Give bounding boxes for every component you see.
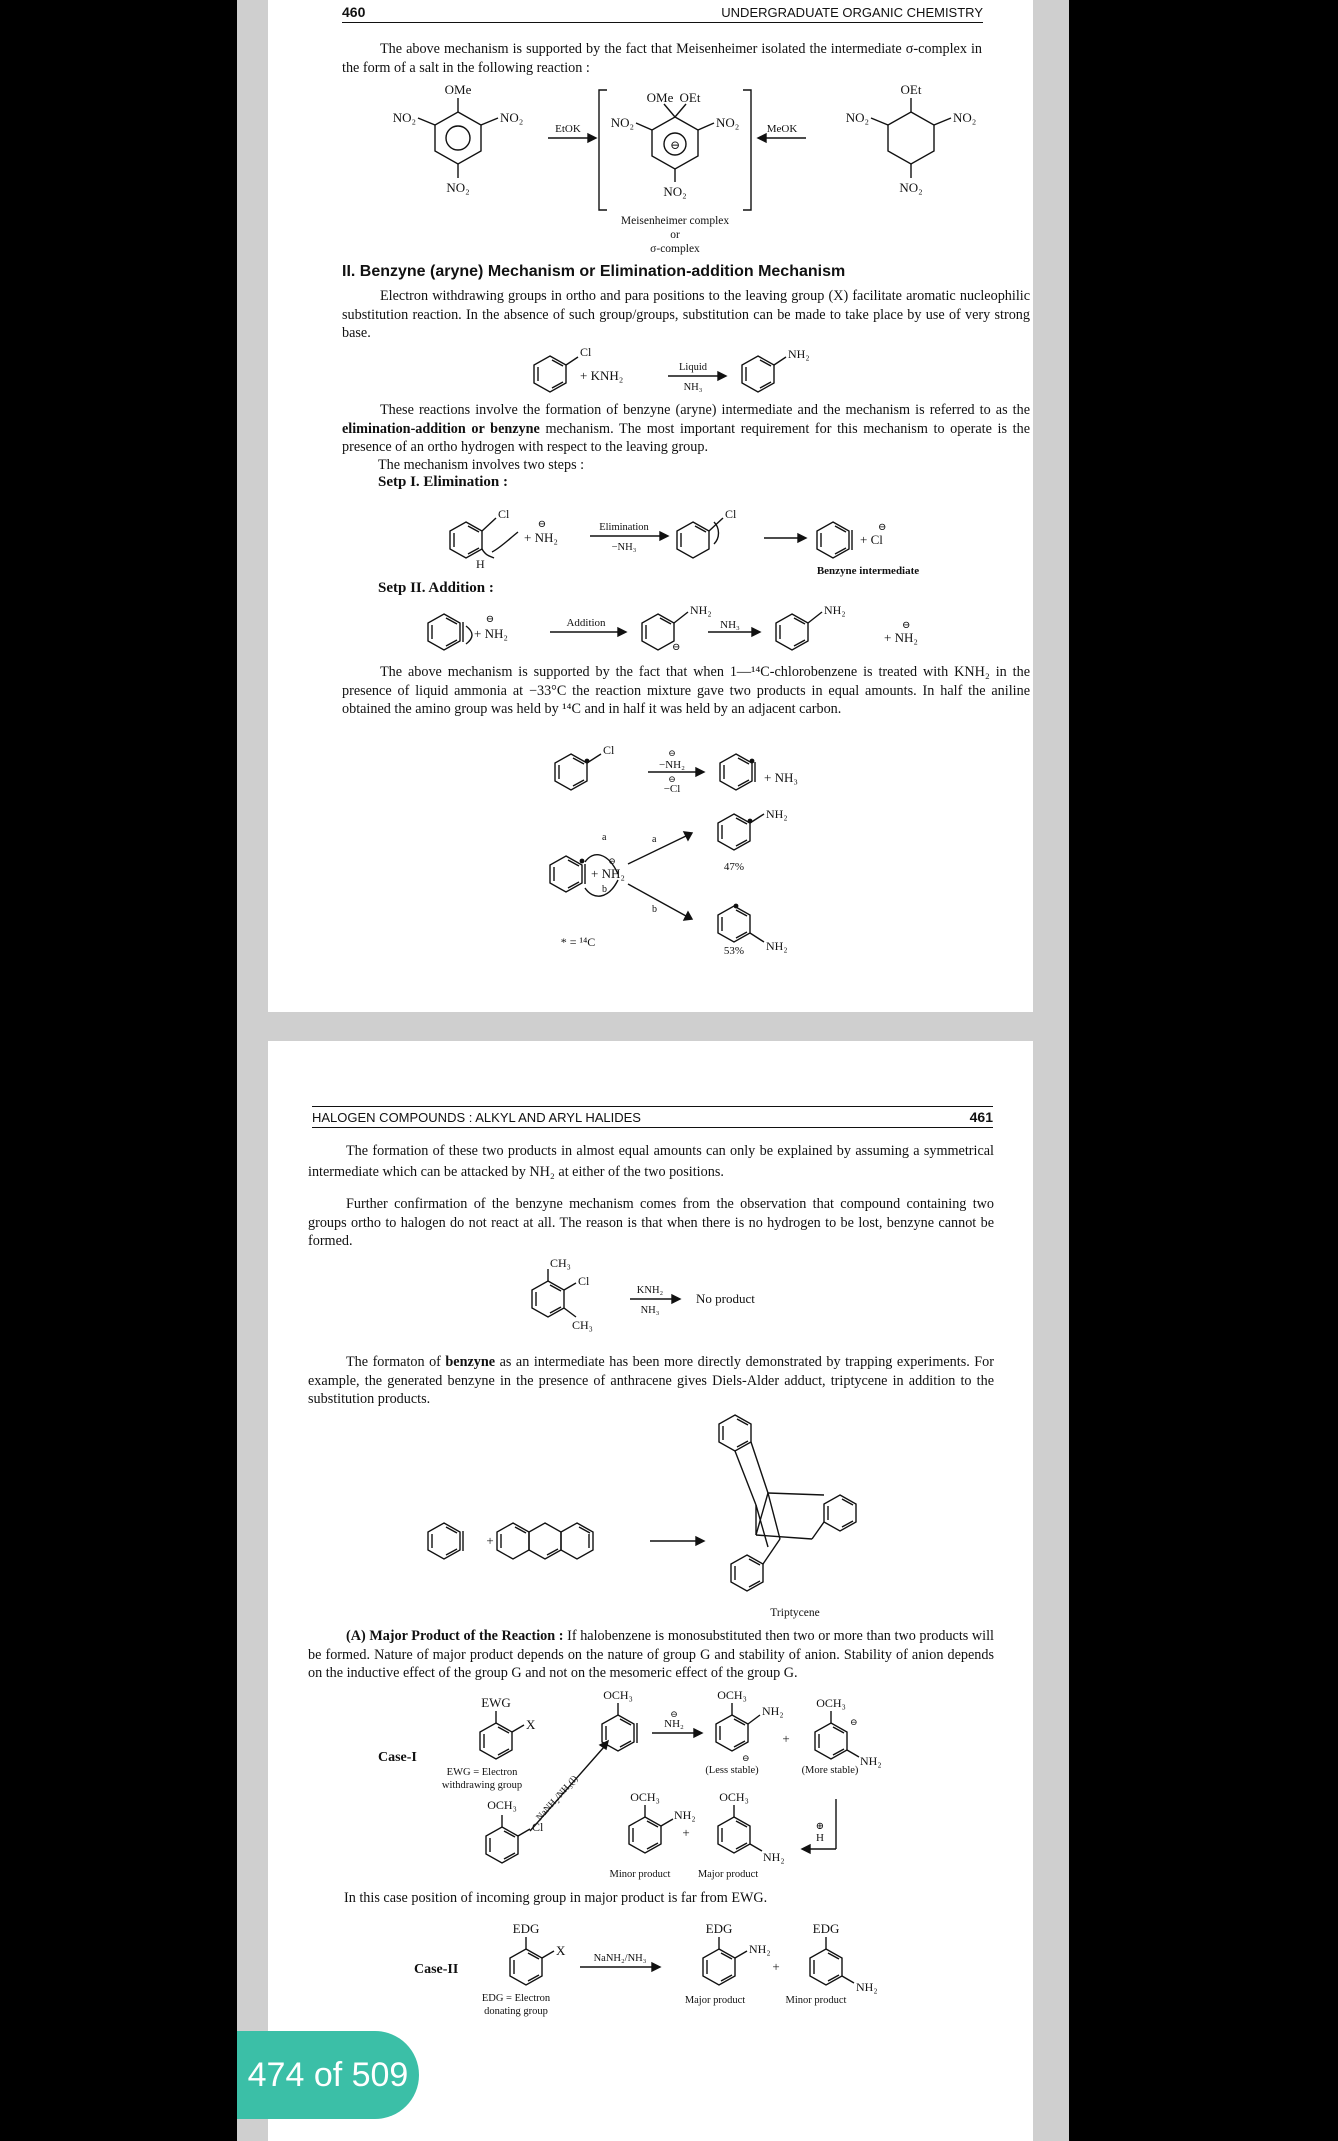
nh2-reagent: + NH₂: [474, 626, 508, 641]
nh2-label: NH₂: [674, 1808, 696, 1822]
condition-nh3: NH₃: [720, 619, 740, 631]
left-no2-label: NO₂: [392, 110, 416, 125]
text-run: mechanism. The most important requirement for this mechanism to operate is the presence of an ortho hydrogen with respect to the leaving group.: [342, 420, 1030, 455]
ammonia-product: + NH₃: [764, 770, 798, 785]
nh2-label: NH₂: [824, 603, 846, 617]
reagent-knh2: + KNH₂: [580, 368, 624, 383]
path-a-label: a: [652, 834, 657, 845]
left-no2-label: NO₂: [446, 180, 470, 195]
condition-knh2: KNH₂: [636, 1285, 664, 1296]
mid-no2-label: NO₂: [716, 115, 740, 130]
benzyne-example-scheme: [268, 346, 1033, 404]
step-heading: Setp I. Elimination :: [378, 474, 509, 490]
meisenheimer-caption: σ-complex: [650, 243, 700, 255]
left-no2-label: NO₂: [500, 110, 524, 125]
right-no2-label: NO₂: [953, 110, 977, 125]
cl-label: Cl: [578, 1274, 590, 1288]
case-1-title: Case-I: [378, 1750, 417, 1765]
ewg-definition: EWG = Electron: [446, 1767, 518, 1778]
meisenheimer-scheme: [268, 82, 1033, 262]
page-number: 461: [969, 1109, 993, 1125]
page-number: 460: [342, 4, 366, 20]
path-a-label: a: [602, 832, 607, 843]
text-run: at either of the two positions.: [554, 1164, 724, 1180]
charge-plus: ⊕: [815, 1821, 825, 1832]
isotope-labeling-scheme: [268, 740, 1033, 960]
paragraph: The mechanism involves two steps :: [378, 457, 585, 473]
page-header: [312, 1106, 993, 1128]
less-stable-label: (Less stable): [705, 1765, 759, 1776]
charge-minus: ⊖: [850, 1717, 858, 1727]
path-b-label: b: [652, 904, 657, 915]
edg-label: EDG: [812, 1921, 840, 1936]
minor-product-label: Minor product: [785, 1995, 847, 2006]
text-run: If halobenzene is monosubstituted then two or more than two products will be formed. Nature of major product depends on the nature of group G and stability of anion. Stability of anion depends on the inductive effect of the group G and not on the mesomeric effect of the group G.: [308, 1628, 994, 1681]
och3-label: OCH₃: [487, 1798, 517, 1812]
charge-minus: ⊖: [668, 774, 676, 784]
nh2-label: NH₂: [762, 1704, 784, 1718]
page-460: [268, 0, 1033, 1012]
och3-label: OCH₃: [603, 1688, 633, 1702]
x-label: X: [526, 1717, 536, 1732]
running-head: UNDERGRADUATE ORGANIC CHEMISTRY: [721, 5, 983, 20]
case-1-note: In this case position of incoming group in major product is far from EWG.: [344, 1890, 768, 1906]
charge-minus: ⊖: [668, 748, 676, 758]
nh2-label: NH₂: [860, 1754, 882, 1768]
charge-minus: ⊖: [608, 856, 616, 866]
left-ome-label: OMe: [444, 82, 472, 97]
charge-minus: ⊖: [485, 614, 495, 625]
plus-sign: +: [782, 1731, 790, 1746]
paragraph: Electron withdrawing groups in ortho and para positions to the leaving group (X) facilitate aromatic nucleophilic substitution reaction. In the absence of such group/groups, substitution can be made to take place by use of very strong base.: [342, 288, 1030, 341]
page-header: [342, 4, 983, 23]
case-1-scheme: [268, 1681, 1033, 1921]
text-run: The formation of these two products in almost equal amounts can only be explained by assuming a symmetrical intermediate which can be attacked by: [308, 1143, 994, 1180]
triptycene-scheme: [268, 1415, 1033, 1625]
nh2-label: NH₂: [690, 603, 712, 617]
reagent-minus-cl: −Cl: [663, 783, 681, 795]
och3-label: OCH₃: [717, 1688, 747, 1702]
step-heading: Setp II. Addition :: [378, 580, 494, 596]
mid-charge: ⊖: [669, 138, 681, 152]
no-product-scheme: [268, 1256, 1033, 1341]
product-b-nh2: NH₂: [766, 939, 788, 953]
addition-step-scheme: [268, 600, 1033, 670]
product-a-nh2: NH₂: [766, 807, 788, 821]
paragraph: The above mechanism is supported by the fact that when 1—¹⁴C-chlorobenzene is treated with KNH₂ in the presence of liquid ammonia at −33°C the reaction mixture gave two products in equal amounts. In half the aniline obtained the amino group was held by ¹⁴C and in half it was held by an adjacent carbon.: [342, 664, 1030, 717]
plus-sign: +: [486, 1533, 494, 1548]
page-indicator-text: 474 of 509: [247, 2055, 409, 2094]
condition-nh3: NH₃: [640, 1305, 660, 1316]
elimination-step-scheme: [268, 500, 1033, 582]
major-product-label: Major product: [684, 1995, 746, 2006]
cl-label: Cl: [580, 345, 592, 359]
text-run-bold: elimination-addition or benzyne: [342, 420, 540, 437]
och3-label: OCH₃: [630, 1790, 660, 1804]
mid-oet-label: OEt: [679, 90, 701, 105]
condition-nh3: NH₃: [683, 382, 703, 393]
text-run: These reactions involve the formation of benzyne (aryne) intermediate and the mechanism is referred to as the: [380, 402, 1030, 418]
ch3-label: CH₃: [550, 1256, 571, 1270]
meisenheimer-caption: or: [670, 229, 680, 241]
paragraph: [342, 401, 1030, 457]
charge-minus: ⊖: [537, 519, 547, 530]
condition-liquid: Liquid: [679, 362, 707, 373]
right-oet-label: OEt: [900, 82, 922, 97]
plus-sign: +: [682, 1825, 690, 1840]
cl-label: Cl: [725, 507, 737, 521]
case-2-title: Case-II: [414, 1962, 459, 1977]
charge-minus: ⊖: [670, 1709, 678, 1719]
major-product-label: Major product: [697, 1869, 759, 1880]
proton-label: H: [816, 1832, 824, 1844]
triptycene-caption: Triptycene: [770, 1607, 820, 1619]
plus-sign: +: [772, 1959, 780, 1974]
mid-ome-label: OMe: [646, 90, 674, 105]
nh2-label: NH₂: [856, 1980, 878, 1994]
och3-label: OCH₃: [816, 1696, 846, 1710]
edg-label: EDG: [705, 1921, 733, 1936]
yield-a: 47%: [723, 861, 745, 873]
mid-no2-label: NO₂: [663, 184, 687, 199]
nh2-inline: NH₂: [529, 1164, 555, 1180]
ewg-label: EWG: [481, 1695, 511, 1710]
page-461: [268, 1041, 1033, 2141]
mid-no2-label: NO₂: [610, 115, 634, 130]
edg-definition: donating group: [484, 2006, 548, 2017]
och3-label: OCH₃: [719, 1790, 749, 1804]
paragraph: [308, 1353, 994, 1409]
nh2-label: NH₂: [763, 1850, 785, 1864]
meisenheimer-caption: Meisenheimer complex: [620, 215, 730, 227]
cl-label: Cl: [498, 507, 510, 521]
reagent-meok: MeOK: [766, 123, 798, 135]
more-stable-label: (More stable): [801, 1765, 859, 1776]
reagent-etok: EtOK: [555, 123, 581, 135]
x-label: X: [556, 1943, 566, 1958]
charge-minus: ⊖: [878, 522, 887, 533]
reagent-nanh2: NaNH₂/NH₃(l): [534, 1774, 581, 1824]
ewg-definition: withdrawing group: [441, 1780, 523, 1791]
right-no2-label: NO₂: [845, 110, 869, 125]
ch3-label: CH₃: [572, 1318, 593, 1332]
nh2-reagent: + NH₂: [591, 866, 625, 881]
edg-label: EDG: [512, 1921, 540, 1936]
text-run: The formaton of: [346, 1354, 446, 1370]
reagent-minus-nh2: −NH₂: [659, 759, 685, 771]
paragraph: [308, 1627, 994, 1683]
yield-b: 53%: [723, 945, 745, 957]
reagent-nanh2-nh3: NaNH₂/NH₃: [593, 1953, 647, 1964]
subsection-heading: (A) Major Product of the Reaction :: [346, 1628, 564, 1644]
chloride-product: + Cl: [860, 532, 883, 547]
condition-elimination: Elimination: [599, 522, 649, 533]
nh2-reagent: NH₂: [664, 1718, 684, 1730]
section-heading: II. Benzyne (aryne) Mechanism or Elimination-addition Mechanism: [342, 263, 846, 280]
h-label: H: [476, 557, 485, 571]
text-run: as an intermediate has been more directly demonstrated by trapping experiments. For example, the generated benzyne in the presence of anthracene gives Diels-Alder adduct, triptycene in addition to the substitution products.: [308, 1354, 994, 1407]
paragraph: Further confirmation of the benzyne mechanism comes from the observation that compound containing two groups ortho to halogen do not react at all. The reason is that when there is no hydrogen to be lost, benzyne cannot be formed.: [308, 1196, 994, 1249]
right-no2-label: NO₂: [899, 180, 923, 195]
condition-addition: Addition: [566, 617, 606, 629]
nh2-label: NH₂: [749, 1942, 771, 1956]
text-run-bold: benzyne: [445, 1354, 496, 1370]
minor-product-label: Minor product: [609, 1869, 671, 1880]
product-nh2-label: NH₂: [788, 347, 810, 361]
charge-minus: ⊖: [672, 642, 681, 653]
cl-label: Cl: [603, 743, 615, 757]
isotope-key: * = ¹⁴C: [560, 935, 596, 949]
running-head: HALOGEN COMPOUNDS : ALKYL AND ARYL HALIDES: [312, 1110, 641, 1125]
no-product-text: No product: [696, 1291, 755, 1306]
charge-minus: ⊖: [742, 1753, 750, 1763]
paragraph: [308, 1141, 994, 1183]
intro-paragraph: The above mechanism is supported by the fact that Meisenheimer isolated the intermediate σ-complex in the form of a salt in the following reaction :: [342, 41, 982, 76]
path-b-label: b: [602, 884, 607, 895]
nh2-reagent: + NH₂: [524, 530, 558, 545]
amide-product: + NH₂: [884, 630, 918, 645]
cl-label: Cl: [532, 1820, 544, 1834]
condition-minus-nh3: −NH₃: [611, 542, 637, 553]
page-indicator-badge[interactable]: [237, 2031, 419, 2119]
benzyne-caption: Benzyne intermediate: [816, 565, 920, 577]
charge-minus: ⊖: [902, 620, 911, 631]
edg-definition: EDG = Electron: [481, 1993, 551, 2004]
